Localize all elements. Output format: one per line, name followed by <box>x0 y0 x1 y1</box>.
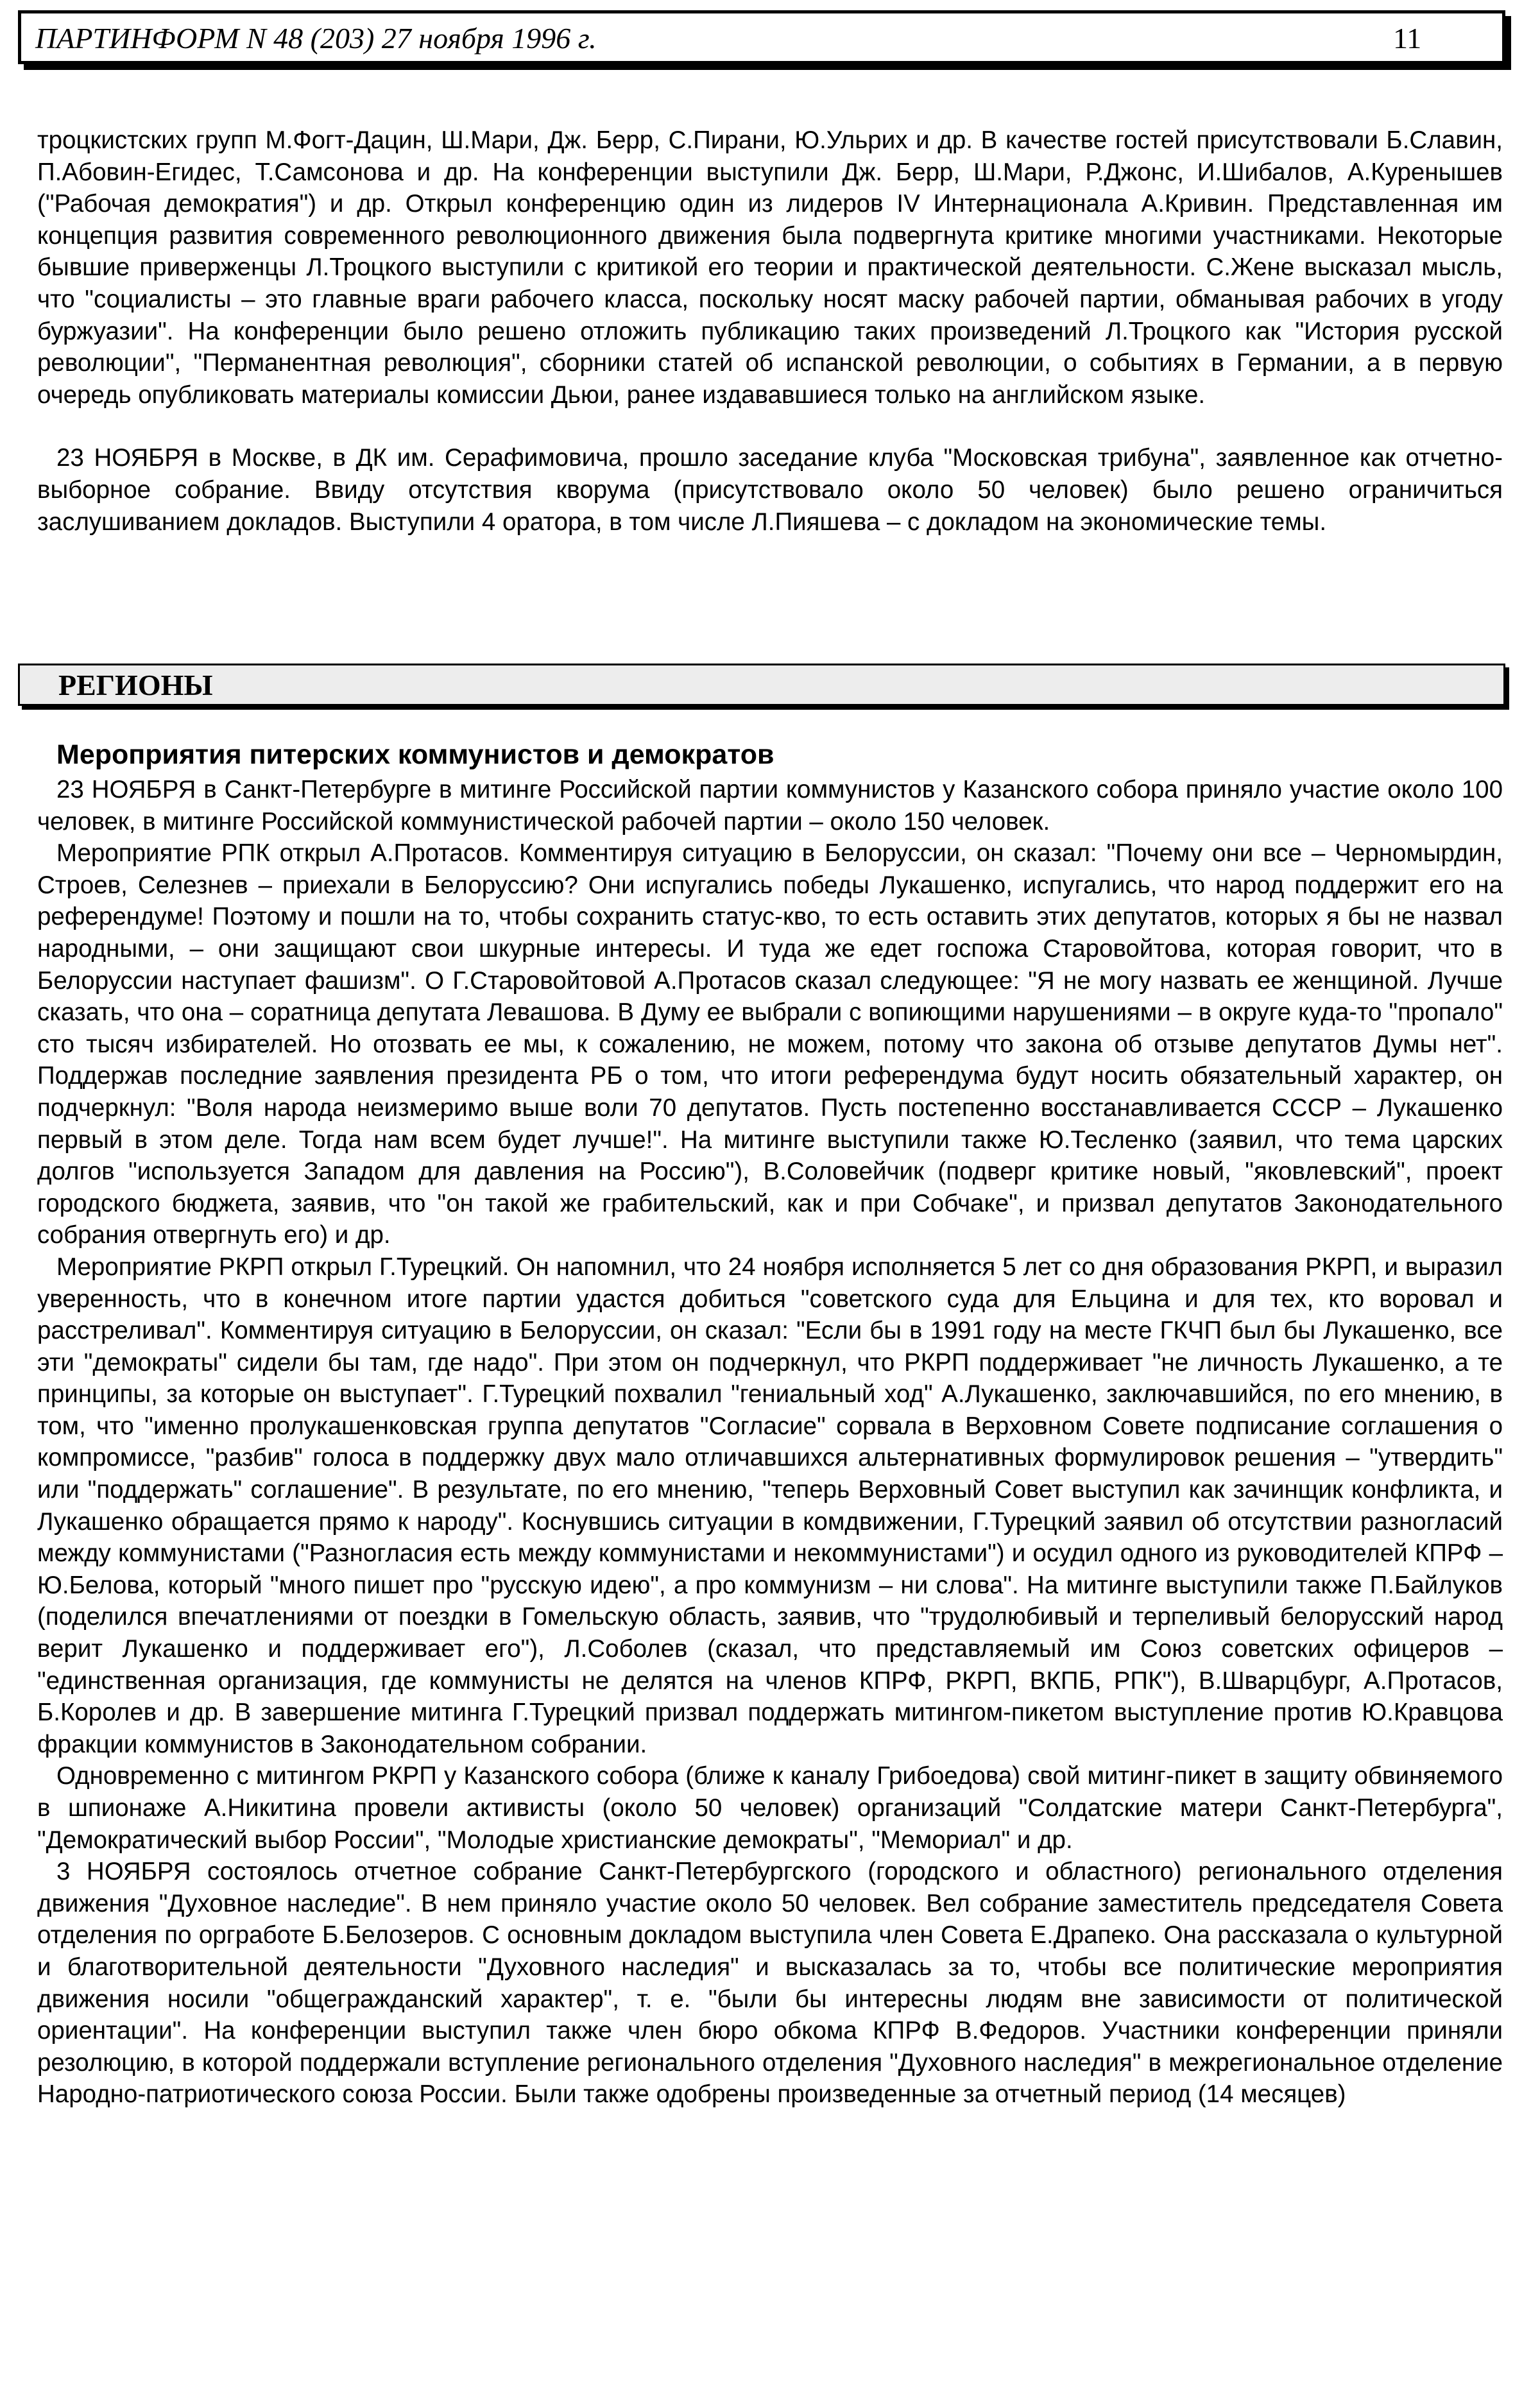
article-body <box>37 774 1503 2111</box>
section-header <box>18 664 1505 706</box>
article-heading: Мероприятия питерских коммунистов и демократов <box>56 739 774 770</box>
section-title: РЕГИОНЫ <box>58 669 213 701</box>
paragraph: Одновременно с митингом РКРП у Казанского собора (ближе к каналу Грибоедова) свой митинг-пикет в защиту обвиняемого в шпионаже А.Никитина провели активисты (около 50 человек) организаций "Солдатские матери Санкт-Петербурга", "Демократический выбор России", "Молодые христианские демократы", "Мемориал" и др. <box>37 1762 1503 1854</box>
publication-title: ПАРТИНФОРМ N 48 (203) 27 ноября 1996 г. <box>35 22 597 55</box>
paragraph: Мероприятие РПК открыл А.Протасов. Комментируя ситуацию в Белоруссии, он сказал: "Почему они все – Черномырдин, Строев, Селезнев – приехали в Белоруссию? Они испугались победы Лукашенко, испугались, что народ поддержит его на референдуме! Поэтому и пошли на то, чтобы сохранить статус-кво, то есть оставить этих депутатов, которых я бы не назвал народными, – они защищают свои шкурные интересы. И туда же едет госпожа Старовойтова, которая говорит, что в Белоруссии наступает фашизм". О Г.Старовойтовой А.Протасов сказал следующее: "Я не могу назвать ее женщиной. Лучше сказать, что она – соратница депутата Левашова. В Думу ее выбрали с вопиющими нарушениями – в округе куда-то "пропало" сто тысяч избирателей. Но отозвать ее мы, к сожалению, не можем, потому что закона об отзыве депутатов Думы нет". Поддержав последние заявления президента РБ о том, что итоги референдума будут носить обязательный характер, он подчеркнул: "Воля народа неизмеримо выше воли 70 депутатов. Пусть постепенно восстанавливается СССР – Лукашенко первый в этом деле. Тогда нам всем будет лучше!". На митинге выступили также Ю.Тесленко (заявил, что тема царских долгов "используется Западом для давления на Россию"), В.Соловейчик (подверг критике новый, "яковлевский", проект городского бюджета, заявив, что "он такой же грабительский, как и при Собчаке", и призвал депутатов Законодательного собрания отвергнуть его) и др. <box>37 839 1503 1249</box>
page-header <box>18 10 1505 64</box>
paragraph: 3 НОЯБРЯ состоялось отчетное собрание Санкт-Петербургского (городского и областного) регионального отделения движения "Духовное наследие". В нем приняло участие около 50 человек. Вел собрание заместитель председателя Совета отделения по оргработе Б.Белозеров. С основным докладом выступила член Совета Е.Драпеко. Она рассказала о культурной и благотворительной деятельности "Духовного наследия" и высказалась за то, чтобы все политические мероприятия движения носили "общегражданский характер", т. е. "были бы интересны людям вне зависимости от политической ориентации". На конференции выступил также член бюро обкома КПРФ В.Федоров. Участники конференции приняли резолюцию, в которой поддержали вступление регионального отделения "Духовного наследия" в межрегиональное отделение Народно-патриотического союза России. Были также одобрены произведенные за отчетный период (14 месяцев) <box>37 1858 1503 2109</box>
intro-text <box>37 124 1503 538</box>
page-number: 11 <box>1393 22 1422 55</box>
paragraph: Мероприятие РКРП открыл Г.Турецкий. Он напомнил, что 24 ноября исполняется 5 лет со дня образования РКРП, и выразил уверенность, что в конечном итоге партии удастся добиться "советского суда для Ельцина и для тех, кто воровал и расстреливал". Комментируя ситуацию в Белоруссии, он сказал: "Если бы в 1991 году на месте ГКЧП был бы Лукашенко, все эти "демократы" сидели бы там, где надо". При этом он подчеркнул, что РКРП поддерживает "не личность Лукашенко, а те принципы, за которые он выступает". Г.Турецкий похвалил "гениальный ход" А.Лукашенко, заключавшийся, по его мнению, в том, что "именно пролукашенковская группа депутатов "Согласие" сорвала в Верховном Совете подписание соглашения о компромиссе, "разбив" голоса в поддержку двух мало отличавшихся альтернативных формулировок решения – "утвердить" или "поддержать" соглашение". В результате, по его мнению, "теперь Верховный Совет выступил как зачинщик конфликта, и Лукашенко обращается прямо к народу". Коснувшись ситуации в комдвижении, Г.Турецкий заявил об отсутствии разногласий между коммунистами ("Разногласия есть между коммунистами и некоммунистами") и осудил одного из руководителей КПРФ – Ю.Белова, который "много пишет про "русскую идею", а про коммунизм – ни слова". На митинге выступили также П.Байлуков (поделился впечатлениями от поездки в Гомельскую область, заявив, что "трудолюбивый и терпеливый белорусский народ верит Лукашенко и поддерживает его"), Л.Соболев (сказал, что представляемый им Союз советских офицеров – "единственная организация, где коммунисты не делятся на членов КПРФ, РКРП, ВКПБ, РПК"), В.Шварцбург, А.Протасов, Б.Королев и др. В завершение митинга Г.Турецкий призвал поддержать митингом-пикетом выступление против Ю.Кравцова фракции коммунистов в Законодательном собрании. <box>37 1253 1503 1758</box>
paragraph: 23 НОЯБРЯ в Санкт-Петербурге в митинге Российской партии коммунистов у Казанского собора приняло участие около 100 человек, в митинге Российской коммунистической рабочей партии – около 150 человек. <box>37 776 1503 835</box>
paragraph: 23 НОЯБРЯ в Москве, в ДК им. Серафимовича, прошло заседание клуба "Московская трибуна", заявленное как отчетно-выборное собрание. Ввиду отсутствия кворума (присутствовало около 50 человек) было решено ограничиться заслушиванием докладов. Выступили 4 оратора, в том числе Л.Пияшева – с докладом на экономические темы. <box>37 444 1503 536</box>
paragraph: троцкистских групп М.Фогт-Дацин, Ш.Мари, Дж. Берр, С.Пирани, Ю.Ульрих и др. В качестве гостей присутствовали Б.Славин, П.Абовин-Егидес, Т.Самсонова и др. На конференции выступили Дж. Берр, Ш.Мари, Р.Джонс, И.Шибалов, А.Куренышев ("Рабочая демократия") и др. Открыл конференцию один из лидеров IV Интернационала А.Кривин. Представленная им концепция развития современного революционного движения была подвергнута критике многими участниками. Некоторые бывшие приверженцы Л.Троцкого выступили с критикой его теории и практической деятельности. С.Жене высказал мысль, что "социалисты – это главные враги рабочего класса, поскольку носят маску рабочей партии, обманывая рабочих в угоду буржуазии". На конференции было решено отложить публикацию таких произведений Л.Троцкого как "История русской революции", "Перманентная революция", сборники статей об испанской революции, о событиях в Германии, а в первую очередь опубликовать материалы комиссии Дьюи, ранее издававшиеся только на английском языке. <box>37 126 1503 409</box>
